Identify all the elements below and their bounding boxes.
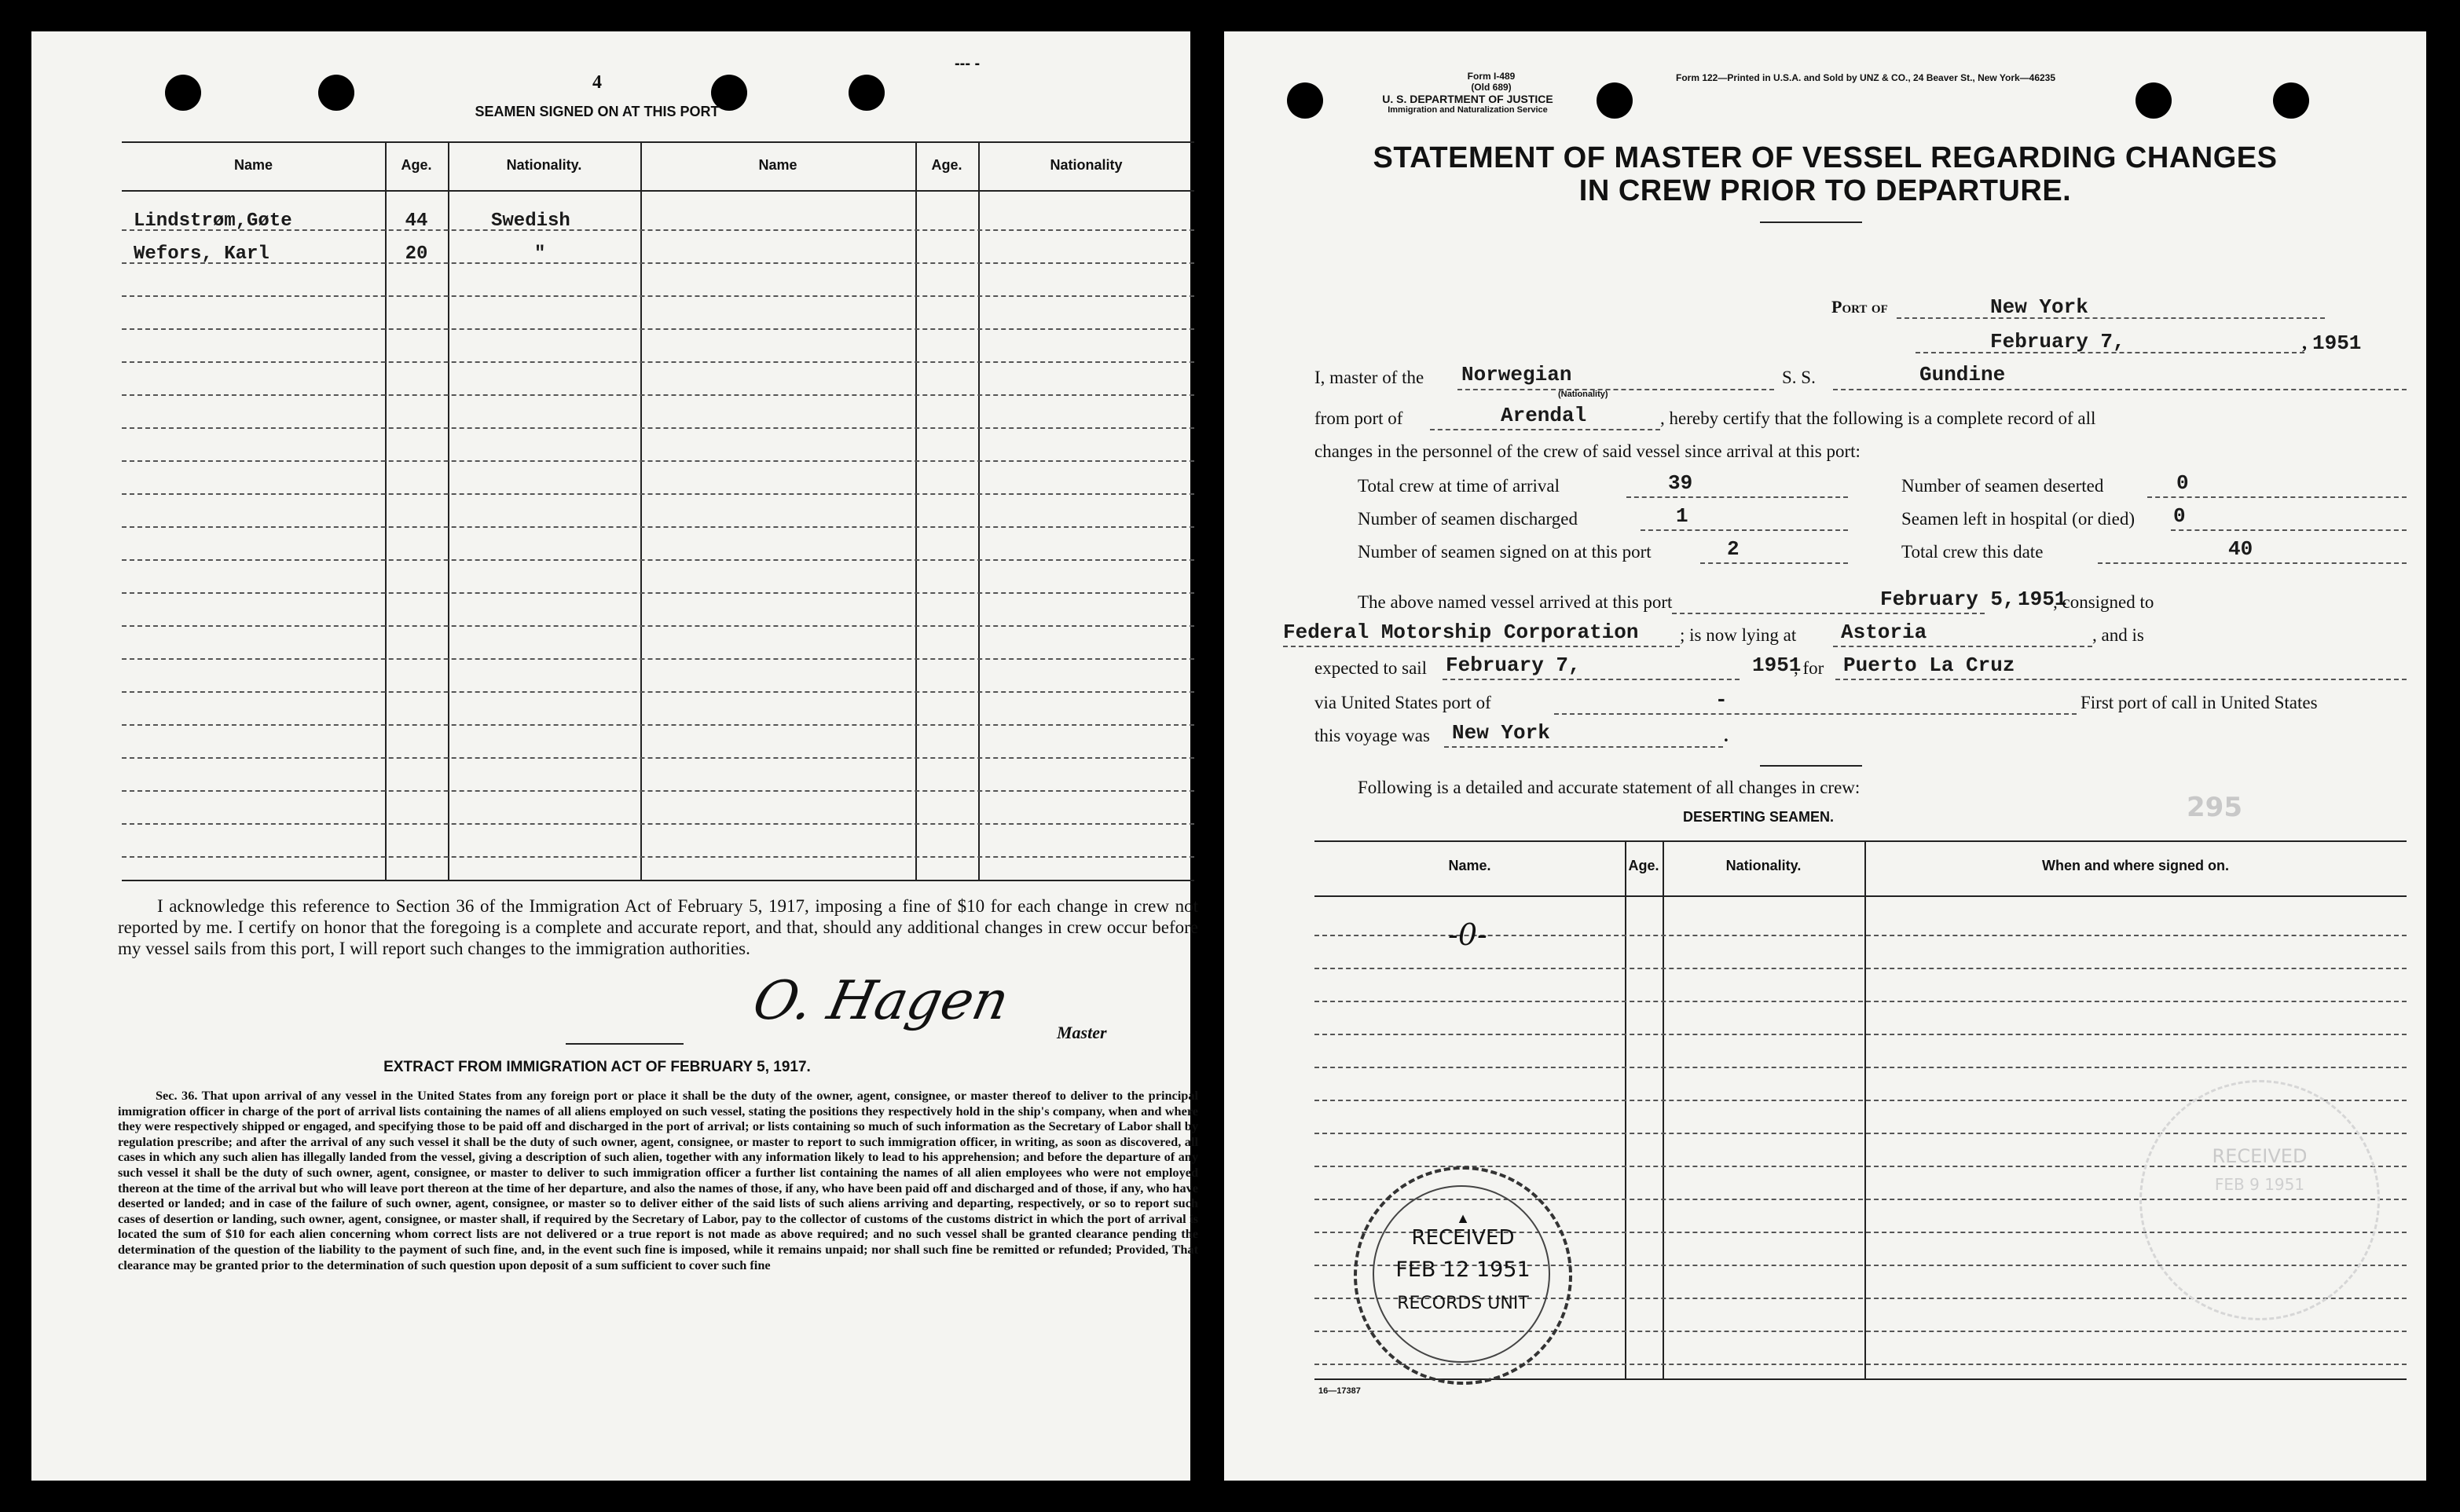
hospital-label: Seamen left in hospital (or died) — [1901, 509, 2136, 529]
deserting-title: DESERTING SEAMEN. — [1682, 809, 1835, 825]
voyage-end: . — [1724, 726, 1729, 745]
deserting-col-signed-on: When and where signed on. — [2041, 858, 2230, 873]
nationality-caption: (Nationality) — [1558, 390, 1608, 399]
discharged-value: 1 — [1676, 504, 1688, 528]
deserting-col-age: Age. — [1628, 858, 1659, 873]
from-port-value: Arendal — [1501, 404, 1587, 427]
date-value: February 7, — [1990, 330, 2125, 353]
col-header-age-2: Age. — [931, 157, 962, 173]
col-header-age-1: Age. — [401, 157, 432, 173]
col-header-nationality-1: Nationality. — [506, 157, 582, 173]
extract-text: Sec. 36. That upon arrival of any vessel in the United States from any foreign port or place it shall be the duty of the owner, agent, consignee, or master thereof to deliver to the principal immigration officer in charge of the port of arrival lists containing the names of all aliens employed on such vessel, stating the positions they respectively hold in the ship's company, when and where they were respectively shipped or engaged, and specifying those to be paid off and discharged in the port of arrival; or lists containing so much of such information as the Secretary of Labor shall by regulation prescribe; and after the arrival of any such vessel it shall be the duty of such owner, agent, consignee, or master to report to such immigration officer, in writing, as soon as discovered, all cases in which any such alien has illegally landed from the vessel, giving a description of such alien, together with any information likely to lead to his apprehension; and before the departure of any such vessel it shall be the duty of such owner, agent, consignee, or master to deliver to such immigration officer a further list containing the names of all alien employees who were not employed thereon at the time of the arrival but who will leave port thereon at the time of her departure, and also the names of those, if any, who have been paid off and discharged and of those, if any, who have deserted or landed; and in case of the failure of such owner, agent, consignee, or master so to deliver either of the said lists of such aliens arriving and departing, respectively, or so to report such cases of desertion or landing, such owner, agent, consignee, or master shall, if required by the Secretary of Labor, pay to the collector of customs of the customs district in which the port of arrival is located the sum of $10 for each alien concerning whom correct lists are not delivered or a true report is not made as above required; and no such vessel shall be granted clearance pending the determination of the question of the liability to the payment of such fine, and, in the event such fine is imposed, while it remains unpaid; nor shall such fine be remitted or refunded; Provided, That clearance may be granted prior to the determination of such question upon deposit of a sum sufficient to cover such fine — [118, 1088, 1198, 1272]
signed-label: Number of seamen signed on at this port — [1358, 542, 1652, 562]
from-port-label: from port of — [1314, 408, 1403, 428]
deserting-col-nationality: Nationality. — [1725, 858, 1802, 873]
first-port-label: First port of call in United States — [2081, 693, 2318, 712]
table-row-nationality: " — [534, 243, 546, 265]
and-is-label: , and is — [2092, 625, 2144, 645]
printer-line: Form 122—Printed in U.S.A. and Sold by UNZ & CO., 24 Beaver St., New York—46235 — [1676, 72, 2056, 83]
table-row-age: 20 — [405, 243, 428, 265]
sail-year: 1951 — [1752, 653, 1802, 677]
department: U. S. DEPARTMENT OF JUSTICE — [1382, 93, 1553, 105]
punch-hole — [849, 75, 885, 111]
deserting-col-name: Name. — [1448, 858, 1491, 873]
following-text: Following is a detailed and accurate statement of all changes in crew: — [1358, 778, 1861, 797]
form-old: (Old 689) — [1471, 82, 1512, 93]
consigned-label: , consigned to — [2053, 592, 2154, 612]
total-date-label: Total crew this date — [1901, 542, 2044, 562]
left-page — [31, 31, 1198, 1481]
top-marks: --- - — [955, 55, 981, 72]
table-row-name: Lindstrøm,Gøte — [134, 211, 292, 232]
hospital-value: 0 — [2173, 504, 2186, 528]
arrived-year: 1951 — [2018, 588, 2067, 611]
section-title: SEAMEN SIGNED ON AT THIS PORT — [475, 104, 720, 119]
via-value: - — [1715, 688, 1728, 712]
ship-name: Gundine — [1919, 363, 2006, 386]
stamp-unit: RECORDS UNIT — [1397, 1294, 1529, 1313]
table-row-nationality: Swedish — [491, 211, 570, 232]
form-title-line1: STATEMENT OF MASTER OF VESSEL REGARDING CHANGES — [1373, 141, 2278, 174]
date-comma: , — [2302, 333, 2307, 353]
received-stamp — [1354, 1166, 1572, 1385]
ss-label: S. S. — [1782, 368, 1816, 387]
date-year: 1951 — [2312, 331, 2362, 355]
via-label: via United States port of — [1314, 693, 1491, 712]
arrived-label: The above named vessel arrived at this port — [1358, 592, 1673, 612]
service: Immigration and Naturalization Service — [1388, 105, 1548, 115]
master-signature: O. Hagen — [747, 970, 1014, 1032]
voyage-value: New York — [1452, 721, 1550, 745]
table-row-name: Wefors, Karl — [134, 243, 269, 265]
punch-hole — [2273, 82, 2309, 119]
punch-hole — [165, 75, 201, 111]
faint-date: FEB 9 1951 — [2214, 1175, 2305, 1194]
punch-hole — [318, 75, 354, 111]
signed-value: 2 — [1727, 537, 1740, 561]
port-of-label: Port of — [1831, 297, 1888, 317]
deserting-entry: -0- — [1448, 917, 1487, 952]
expected-label: expected to sail — [1314, 658, 1428, 678]
port-of-value: New York — [1990, 295, 2088, 319]
footer-code: 16—17387 — [1318, 1386, 1361, 1396]
destination: Puerto La Cruz — [1843, 653, 2015, 677]
col-header-name-1: Name — [233, 157, 273, 173]
total-date-value: 40 — [2228, 537, 2253, 561]
faint-stamp — [2139, 1080, 2380, 1320]
master-of-label: I, master of the — [1314, 368, 1424, 387]
certify-text: , hereby certify that the following is a complete record of all — [1660, 408, 2096, 428]
total-arrival-value: 39 — [1668, 471, 1693, 495]
extract-title: EXTRACT FROM IMMIGRATION ACT OF FEBRUARY 5, 1917. — [383, 1059, 811, 1075]
deserted-label: Number of seamen deserted — [1901, 476, 2104, 496]
nationality-value: Norwegian — [1461, 363, 1572, 386]
faint-received: RECEIVED — [2212, 1145, 2308, 1167]
up-arrow-icon: ▲ — [1456, 1210, 1470, 1226]
discharged-label: Number of seamen discharged — [1358, 509, 1578, 529]
stamp-received: RECEIVED — [1411, 1226, 1515, 1250]
stamp-date: FEB 12 1951 — [1395, 1258, 1531, 1282]
stamp-number: 295 — [2187, 792, 2242, 823]
table-row-age: 44 — [405, 211, 428, 232]
arrived-date: February 5, — [1880, 588, 2015, 611]
right-page — [1224, 31, 2426, 1481]
col-header-name-2: Name — [758, 157, 797, 173]
changes-text: changes in the personnel of the crew of said vessel since arrival at this port: — [1314, 441, 1861, 461]
lying-at: Astoria — [1841, 621, 1927, 644]
page-number: 4 — [592, 72, 602, 93]
lying-label: ; is now lying at — [1680, 625, 1797, 645]
form-number: Form I-489 — [1467, 71, 1516, 82]
sail-date: February 7, — [1446, 653, 1581, 677]
voyage-label: this voyage was — [1314, 726, 1430, 745]
master-label: Master — [1057, 1023, 1107, 1042]
total-arrival-label: Total crew at time of arrival — [1358, 476, 1560, 496]
for-label: , for — [1794, 658, 1824, 678]
consignee: Federal Motorship Corporation — [1283, 621, 1639, 644]
punch-hole — [2136, 82, 2172, 119]
col-header-nationality-2: Nationality — [1050, 157, 1123, 173]
acknowledgment-text: I acknowledge this reference to Section 36 of the Immigration Act of February 5, 1917, imposing a fine of $10 for each change in crew not reported by me. I certify on honor that the foregoing is a complete and accurate report, and that, should any additional changes in crew occur before my vessel sails from this port, I will report such changes to the immigration authorities. — [118, 896, 1198, 958]
deserted-value: 0 — [2176, 471, 2189, 495]
form-title-line2: IN CREW PRIOR TO DEPARTURE. — [1578, 174, 2072, 207]
